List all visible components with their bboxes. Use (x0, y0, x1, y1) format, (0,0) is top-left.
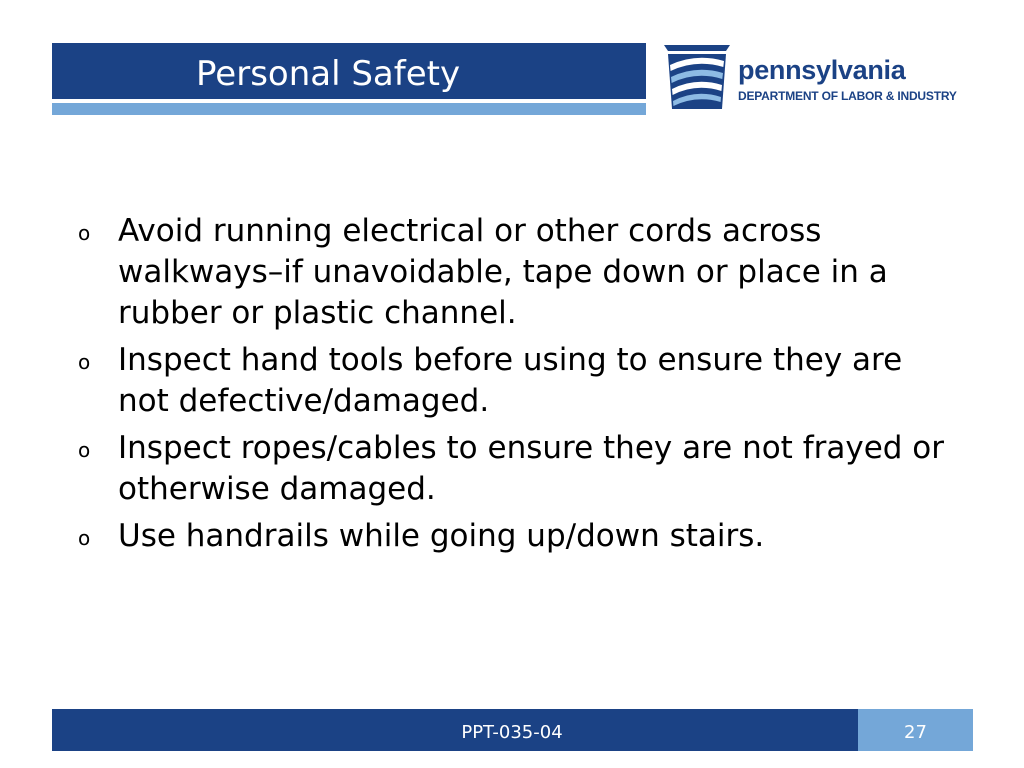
bullet-item (78, 340, 958, 422)
logo-subtitle: DEPARTMENT OF LABOR & INDUSTRY (738, 89, 957, 103)
bullet-marker: o (78, 350, 91, 374)
bullet-list (78, 211, 958, 563)
slide-title: Personal Safety (196, 54, 461, 94)
pa-labor-industry-logo (664, 45, 984, 113)
bullet-text: Avoid running electrical or other cords across walkways–if unavoidable, tape down or place in a rubber or plastic channel. (118, 213, 888, 331)
bullet-marker: o (78, 221, 91, 245)
title-accent-stripe (52, 103, 646, 115)
bullet-item (78, 211, 958, 334)
bullet-text: Use handrails while going up/down stairs. (118, 518, 765, 554)
bullet-item (78, 428, 958, 510)
bullet-text: Inspect hand tools before using to ensure they are not defective/damaged. (118, 342, 903, 419)
slide-number: 27 (904, 722, 927, 743)
logo-wordmark: pennsylvania (738, 55, 906, 85)
bullet-item (78, 516, 958, 557)
bullet-marker: o (78, 526, 91, 550)
bullet-marker: o (78, 438, 91, 462)
keystone-logo-icon (664, 45, 730, 109)
bullet-text: Inspect ropes/cables to ensure they are not frayed or otherwise damaged. (118, 430, 945, 507)
footer-document-code: PPT-035-04 (461, 722, 563, 743)
